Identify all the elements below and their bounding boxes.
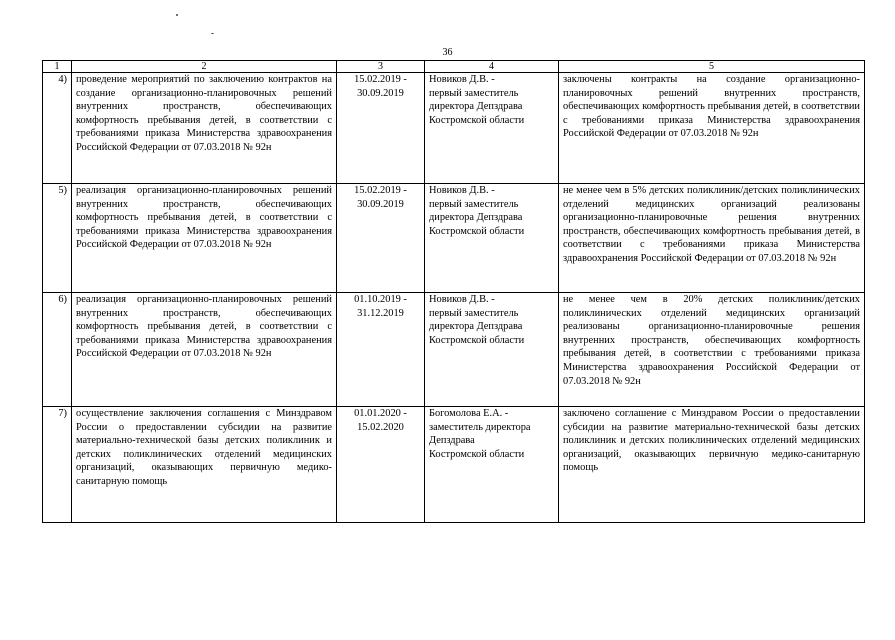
result-cell: не менее чем в 20% детских поликлиник/детских поликлинических отделений медицинских организаций реализованы организационно-планировочные решения внутренних пространств, обеспечивающих комфортность пребывания детей, в соответствии с требованиями приказа Министерства здравоохранения Российской Федерации от 07.03.2018 № 92н [559,293,865,407]
responsible-cell [425,184,559,293]
responsible-cell [425,73,559,184]
responsible-cell [425,407,559,523]
responsible-line: первый заместитель [429,307,519,319]
column-header-3: 3 [337,61,425,73]
responsible-line: первый заместитель [429,198,519,210]
column-header-5: 5 [559,61,865,73]
table-row [43,184,865,293]
responsible-line: Депздрава [429,435,475,447]
page-number: 36 [442,47,453,58]
date-end: 30.09.2019 [357,198,404,210]
column-header-4: 4 [425,61,559,73]
date-start: 15.02.2019 - [354,185,407,196]
date-start: 01.01.2020 - [354,408,407,419]
table-row [43,293,865,407]
responsible-cell [425,293,559,407]
responsible-line: Новиков Д.В. - [429,74,495,85]
table-row [43,73,865,184]
activity-cell: проведение мероприятий по заключению контрактов на создание организационно-планировочных решений внутренних пространств, обеспечивающих комфортность пребывания детей, в соответствии с требованиями приказа Министерства здравоохранения Российской Федерации от 07.03.2018 № 92н [72,73,337,184]
responsible-line: директора Депздрава [429,212,523,224]
scan-speck [176,14,178,16]
responsible-line: директора Депздрава [429,101,523,113]
responsible-line: Костромской области [429,448,525,460]
date-start: 15.02.2019 - [354,74,407,85]
row-number: 7) [43,407,72,523]
responsible-line: Костромской области [429,334,525,346]
result-cell: не менее чем в 5% детских поликлиник/детских поликлинических отделений медицинских организаций реализованы организационно-планировочные решения внутренних пространств, обеспечивающих комфортность пребывания детей, в соответствии с требованиями приказа Министерства здравоохранения Российской Федерации от 07.03.2018 № 92н [559,184,865,293]
table-header-row [43,61,865,73]
column-header-2: 2 [72,61,337,73]
activity-cell: осуществление заключения соглашения с Минздравом России о предоставлении субсидии на развитие материально-технической базы детских поликлиник и детских поликлинических отделений медицинских организаций, оказывающих первичную медико-санитарную помощь [72,407,337,523]
responsible-line: директора Депздрава [429,321,523,333]
responsible-line: Новиков Д.В. - [429,294,495,305]
row-number: 4) [43,73,72,184]
responsible-line: заместитель директора [429,421,531,433]
row-number: 6) [43,293,72,407]
responsible-line: Богомолова Е.А. - [429,408,509,419]
responsible-line: первый заместитель [429,87,519,99]
date-end: 15.02.2020 [357,421,404,433]
activity-cell: реализация организационно-планировочных решений внутренних пространств, обеспечивающих комфортность пребывания детей, в соответствии с требованиями приказа Министерства здравоохранения Российской Федерации от 07.03.2018 № 92н [72,184,337,293]
dates-cell [337,293,425,407]
column-header-1: 1 [43,61,72,73]
date-end: 30.09.2019 [357,87,404,99]
date-start: 01.10.2019 - [354,294,407,305]
row-number: 5) [43,184,72,293]
date-end: 31.12.2019 [357,307,404,319]
scan-speck [211,33,214,34]
result-cell: заключено соглашение с Минздравом России о предоставлении субсидии на развитие материально-технической базы детских поликлиник и детских поликлинических отделений медицинских организаций, оказывающих первичную медико-санитарную помощь [559,407,865,523]
dates-cell [337,73,425,184]
responsible-line: Костромской области [429,114,525,126]
table-row [43,407,865,523]
activity-cell: реализация организационно-планировочных решений внутренних пространств, обеспечивающих комфортность пребывания детей, в соответствии с требованиями приказа Министерства здравоохранения Российской Федерации от 07.03.2018 № 92н [72,293,337,407]
responsible-line: Костромской области [429,225,525,237]
responsible-line: Новиков Д.В. - [429,185,495,196]
dates-cell [337,184,425,293]
plan-table [42,60,865,523]
dates-cell [337,407,425,523]
result-cell: заключены контракты на создание организационно-планировочных решений внутренних пространств, обеспечивающих комфортность пребывания детей, в соответствии с требованиями приказа Министерства здравоохранения Российской Федерации от 07.03.2018 № 92н [559,73,865,184]
